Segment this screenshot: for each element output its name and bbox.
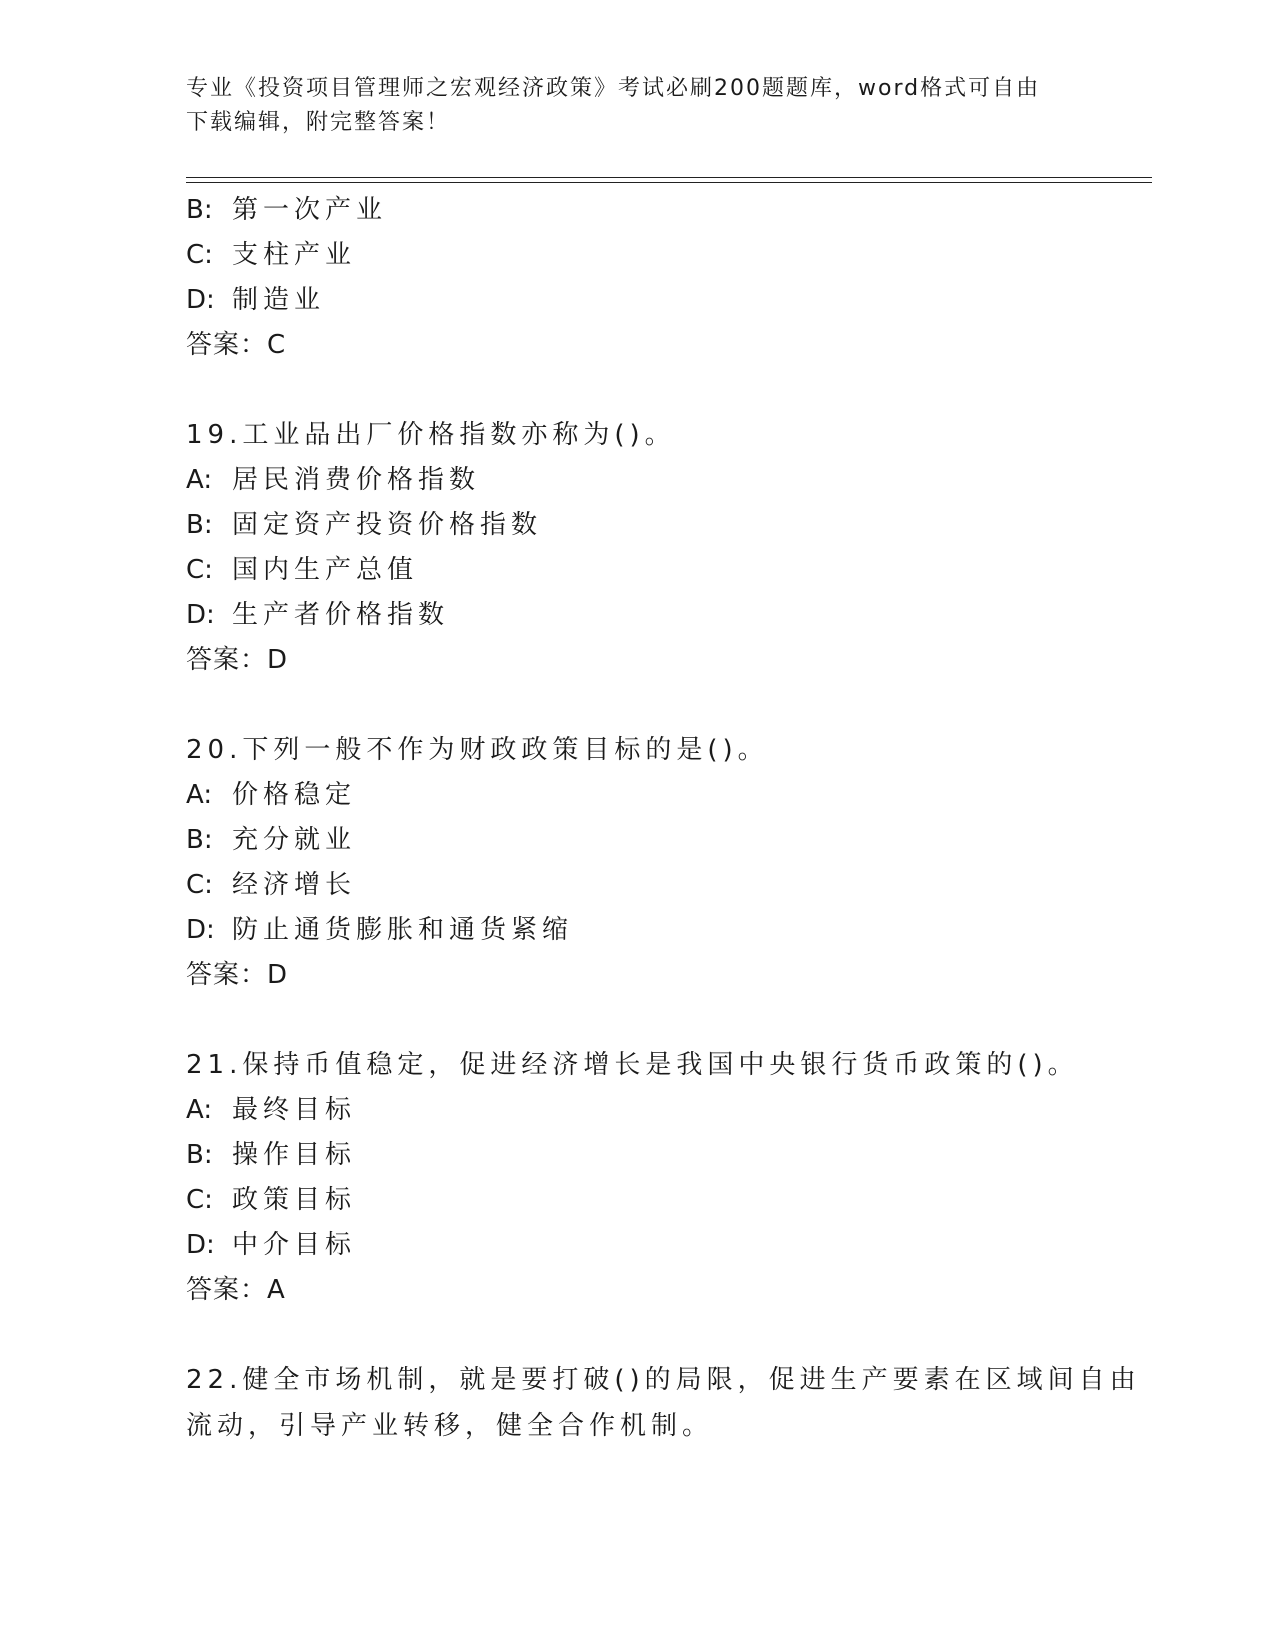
q20-question: 20.下列一般不作为财政政策目标的是()。 <box>186 735 769 765</box>
option-letter: A: <box>186 1095 213 1125</box>
q19-option-d <box>186 598 449 632</box>
q21-option-c <box>186 1183 356 1217</box>
q22-question-line-1: 22.健全市场机制，就是要打破()的局限，促进生产要素在区域间自由 <box>186 1365 1141 1395</box>
option-letter: C: <box>186 870 213 900</box>
q20-option-b <box>186 823 356 857</box>
q20-option-c <box>186 868 356 902</box>
q19-option-c <box>186 553 418 587</box>
q19-option-a <box>186 463 480 497</box>
option-text: 操作目标 <box>232 1140 357 1170</box>
document-header <box>186 72 1086 140</box>
q19-option-b <box>186 508 542 542</box>
option-letter: D: <box>186 1230 215 1260</box>
q20-option-d <box>186 913 573 947</box>
q21-question: 21.保持币值稳定，促进经济增长是我国中央银行货币政策的()。 <box>186 1050 1079 1080</box>
option-letter: C: <box>186 555 213 585</box>
option-letter: B: <box>186 1140 213 1170</box>
option-text: 中介目标 <box>232 1230 357 1260</box>
option-text: 支柱产业 <box>232 240 357 270</box>
option-letter: D: <box>186 285 215 315</box>
option-text: 固定资产投资价格指数 <box>232 510 543 540</box>
q22-question-line-2: 流动，引导产业转移，健全合作机制。 <box>186 1411 714 1441</box>
q21-option-a <box>186 1093 356 1127</box>
q21-answer: 答案：A <box>186 1275 286 1305</box>
q20-option-a <box>186 778 356 812</box>
q18-option-d <box>186 283 325 317</box>
option-text: 居民消费价格指数 <box>232 465 481 495</box>
option-letter: D: <box>186 915 215 945</box>
q19-question: 19.工业品出厂价格指数亦称为()。 <box>186 420 676 450</box>
header-line-1: 专业《投资项目管理师之宏观经济政策》考试必刷200题题库，word格式可自由 <box>186 76 1041 101</box>
q21-option-b <box>186 1138 356 1172</box>
q18-option-c <box>186 238 356 272</box>
option-text: 生产者价格指数 <box>232 600 450 630</box>
option-text: 最终目标 <box>232 1095 357 1125</box>
option-text: 政策目标 <box>232 1185 357 1215</box>
option-letter: A: <box>186 780 213 810</box>
option-letter: B: <box>186 510 213 540</box>
option-text: 价格稳定 <box>232 780 357 810</box>
option-text: 防止通货膨胀和通货紧缩 <box>232 915 574 945</box>
q20-answer: 答案：D <box>186 960 289 990</box>
option-letter: A: <box>186 465 213 495</box>
q18-answer: 答案：C <box>186 330 287 360</box>
q21-option-d <box>186 1228 356 1262</box>
option-letter: C: <box>186 1185 213 1215</box>
header-divider-bottom <box>186 182 1152 183</box>
option-letter: C: <box>186 240 213 270</box>
option-text: 经济增长 <box>232 870 357 900</box>
option-letter: B: <box>186 195 213 225</box>
option-text: 充分就业 <box>232 825 357 855</box>
option-text: 国内生产总值 <box>232 555 419 585</box>
header-line-2: 下载编辑，附完整答案！ <box>186 110 451 135</box>
header-divider-top <box>186 177 1152 178</box>
option-letter: D: <box>186 600 215 630</box>
q18-option-b <box>186 193 387 227</box>
option-text: 制造业 <box>232 285 326 315</box>
q19-answer: 答案：D <box>186 645 289 675</box>
option-letter: B: <box>186 825 213 855</box>
option-text: 第一次产业 <box>232 195 388 225</box>
